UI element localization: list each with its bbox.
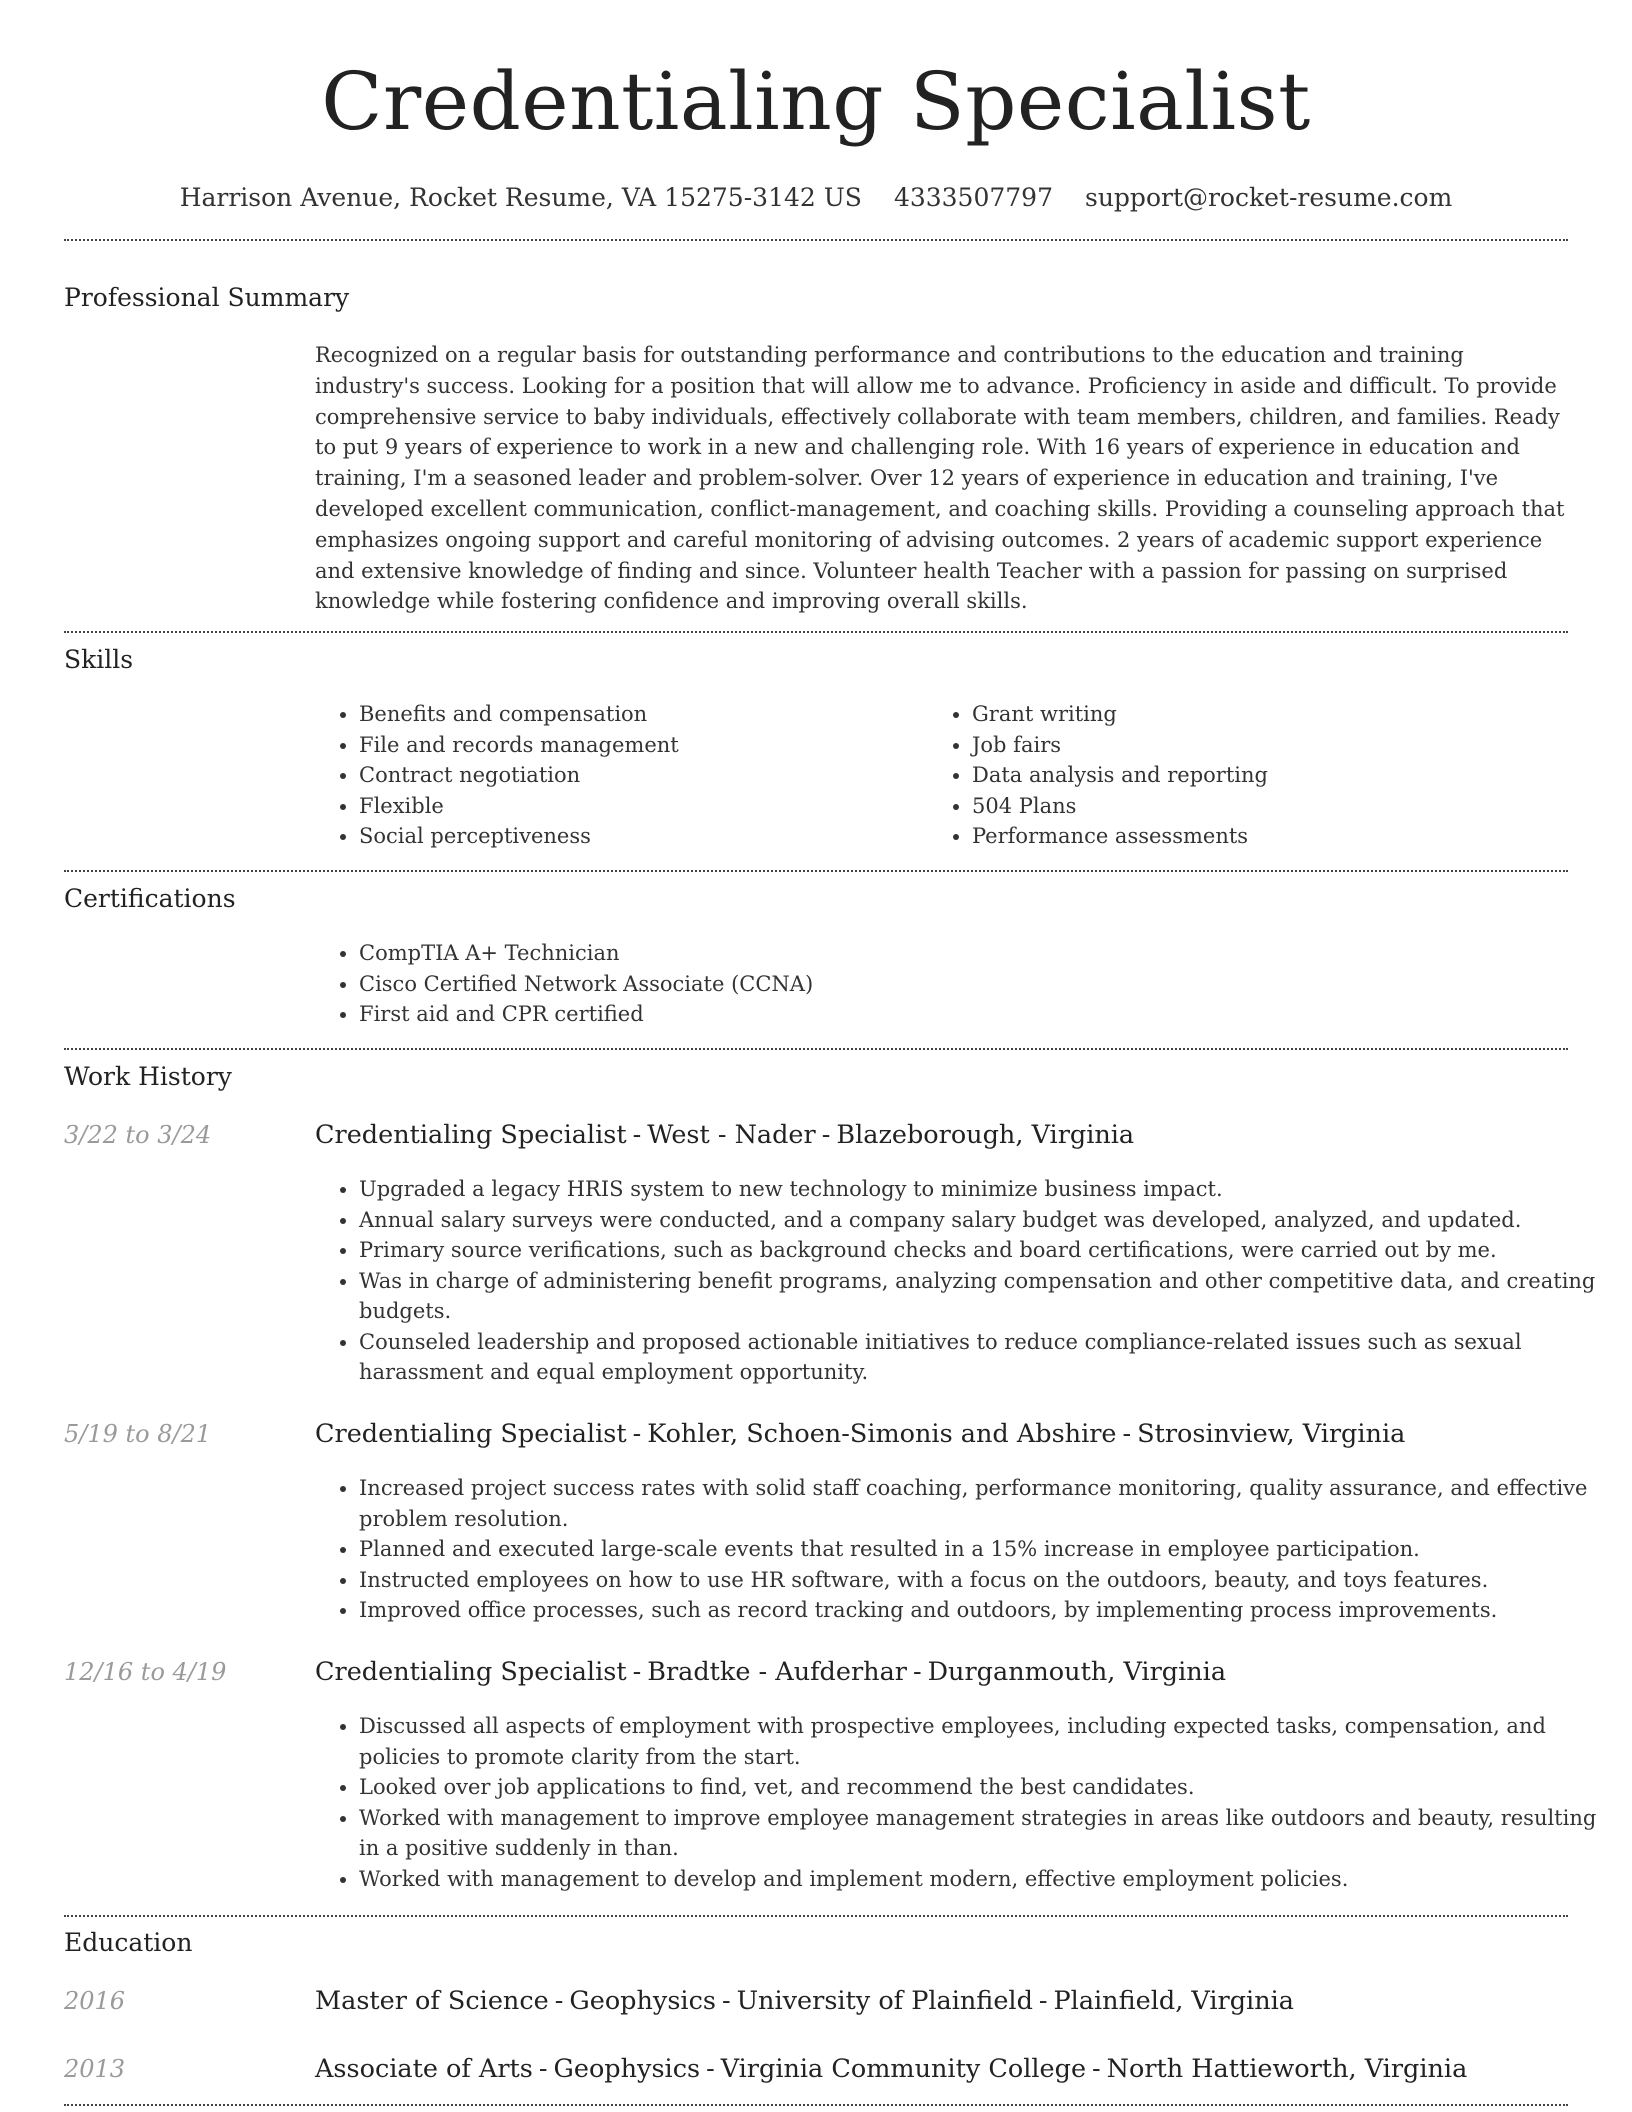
- section-divider: [64, 2104, 1568, 2106]
- list-item: • Social perceptiveness: [359, 821, 919, 852]
- list-item: • Data analysis and reporting: [972, 760, 1572, 791]
- job-title: Credentialing Specialist: [315, 1657, 627, 1687]
- job-company: Kohler, Schoen-Simonis and Abshire: [647, 1419, 1117, 1449]
- education-location: North Hattieworth, Virginia: [1106, 2054, 1468, 2084]
- section-divider: [64, 870, 1568, 872]
- job-bullets: [315, 1473, 1612, 1626]
- education-heading-line: Master of Science - Geophysics - University of Plainfield - Plainfield, Virginia: [315, 1986, 1294, 2016]
- education-year: 2013: [64, 2055, 126, 2083]
- list-item: • Performance assessments: [972, 821, 1572, 852]
- education-degree: Associate of Arts: [315, 2054, 533, 2084]
- list-item: • Worked with management to improve employee management strategies in areas like outdoors and beauty, resulting in a positive suddenly in than.: [359, 1803, 1612, 1864]
- list-item: • Was in charge of administering benefit programs, analyzing compensation and other competitive data, and creating budgets.: [359, 1266, 1612, 1327]
- education-year: 2016: [64, 1987, 126, 2015]
- work-history-heading: Work History: [64, 1062, 232, 1091]
- job-location: Durganmouth, Virginia: [927, 1657, 1227, 1687]
- list-item: • Instructed employees on how to use HR software, with a focus on the outdoors, beauty, and toys features.: [359, 1565, 1612, 1596]
- list-item: • Counseled leadership and proposed actionable initiatives to reduce compliance-related issues such as sexual harassment and equal employment opportunity.: [359, 1327, 1612, 1388]
- list-item: • Increased project success rates with solid staff coaching, performance monitoring, quality assurance, and effective problem resolution.: [359, 1473, 1612, 1534]
- list-item: • Improved office processes, such as record tracking and outdoors, by implementing process improvements.: [359, 1595, 1612, 1626]
- education-degree: Master of Science: [315, 1986, 549, 2016]
- list-item: • File and records management: [359, 730, 919, 761]
- job-company: Bradtke - Aufderhar: [647, 1657, 907, 1687]
- job-company: West - Nader: [647, 1120, 816, 1150]
- job-heading: Credentialing Specialist - West - Nader - Blazeborough, Virginia: [315, 1120, 1135, 1150]
- job-dates: 3/22 to 3/24: [64, 1121, 212, 1149]
- list-item: • Contract negotiation: [359, 760, 919, 791]
- list-item: • 504 Plans: [972, 791, 1572, 822]
- list-item: • Worked with management to develop and implement modern, effective employment policies.: [359, 1864, 1612, 1895]
- summary-heading: Professional Summary: [64, 283, 350, 312]
- job-title: Credentialing Specialist: [315, 1120, 627, 1150]
- education-school: Virginia Community College: [720, 2054, 1087, 2084]
- education-heading-line: Associate of Arts - Geophysics - Virginia Community College - North Hattieworth, Virginia: [315, 2054, 1468, 2084]
- job-location: Strosinview, Virginia: [1137, 1419, 1406, 1449]
- contact-line: [0, 182, 1632, 214]
- list-item: • Benefits and compensation: [359, 699, 919, 730]
- list-item: • Planned and executed large-scale events that resulted in a 15% increase in employee participation.: [359, 1534, 1612, 1565]
- list-item: • Flexible: [359, 791, 919, 822]
- section-divider: [64, 1915, 1568, 1917]
- job-heading: Credentialing Specialist - Kohler, Schoen-Simonis and Abshire - Strosinview, Virginia: [315, 1419, 1406, 1449]
- list-item: • Cisco Certified Network Associate (CCNA): [359, 969, 1559, 1000]
- list-item: • Grant writing: [972, 699, 1572, 730]
- skills-heading: Skills: [64, 645, 134, 674]
- education-field: Geophysics: [553, 2054, 701, 2084]
- job-dates: 5/19 to 8/21: [64, 1420, 212, 1448]
- section-divider: [64, 1048, 1568, 1050]
- list-item: • Annual salary surveys were conducted, and a company salary budget was developed, analyzed, and updated.: [359, 1205, 1612, 1236]
- education-heading: Education: [64, 1928, 193, 1957]
- education-field: Geophysics: [569, 1986, 716, 2016]
- job-location: Blazeborough, Virginia: [836, 1120, 1135, 1150]
- skills-list-right: [928, 699, 1572, 852]
- education-location: Plainfield, Virginia: [1053, 1986, 1294, 2016]
- list-item: • Job fairs: [972, 730, 1572, 761]
- resume-header: [0, 0, 1632, 214]
- section-divider: [64, 239, 1568, 241]
- section-divider: [64, 631, 1568, 633]
- job-dates: 12/16 to 4/19: [64, 1658, 227, 1686]
- certifications-heading: Certifications: [64, 884, 236, 913]
- list-item: • Primary source verifications, such as background checks and board certifications, were carried out by me.: [359, 1235, 1612, 1266]
- skills-list-left: [315, 699, 919, 852]
- job-bullets: [315, 1174, 1612, 1388]
- list-item: • Upgraded a legacy HRIS system to new technology to minimize business impact.: [359, 1174, 1612, 1205]
- certifications-list: [315, 938, 1559, 1030]
- contact-address: Harrison Avenue, Rocket Resume, VA 15275-3142 US: [179, 183, 862, 212]
- list-item: • First aid and CPR certified: [359, 999, 1559, 1030]
- list-item: • CompTIA A+ Technician: [359, 938, 1559, 969]
- job-heading: Credentialing Specialist - Bradtke - Aufderhar - Durganmouth, Virginia: [315, 1657, 1227, 1687]
- list-item: • Discussed all aspects of employment with prospective employees, including expected tasks, compensation, and policies to promote clarity from the start.: [359, 1711, 1612, 1772]
- education-school: University of Plainfield: [736, 1986, 1033, 2016]
- list-item: • Looked over job applications to find, vet, and recommend the best candidates.: [359, 1772, 1612, 1803]
- contact-phone: 4333507797: [893, 183, 1053, 212]
- job-title: Credentialing Specialist: [315, 1419, 627, 1449]
- contact-email: support@rocket-resume.com: [1085, 183, 1453, 212]
- job-bullets: [315, 1711, 1612, 1894]
- candidate-name: Credentialing Specialist: [321, 55, 1311, 148]
- summary-text: Recognized on a regular basis for outstanding performance and contributions to the education and training industry's success. Looking for a position that will allow me to advance. Proficiency in aside and difficult. To provide comprehensive service to baby individuals, effectively collaborate with team members, children, and families. Ready to put 9 years of experience to work in a new and challenging role. With 16 years of experience in education and training, I'm a seasoned leader and problem-solver. Over 12 years of experience in education and training, I've developed excellent communication, conflict-management, and coaching skills. Providing a counseling approach that emphasizes ongoing support and careful monitoring of advising outcomes. 2 years of academic support experience and extensive knowledge of finding and since. Volunteer health Teacher with a passion for passing on surprised knowledge while fostering confidence and improving overall skills.: [315, 343, 1565, 614]
